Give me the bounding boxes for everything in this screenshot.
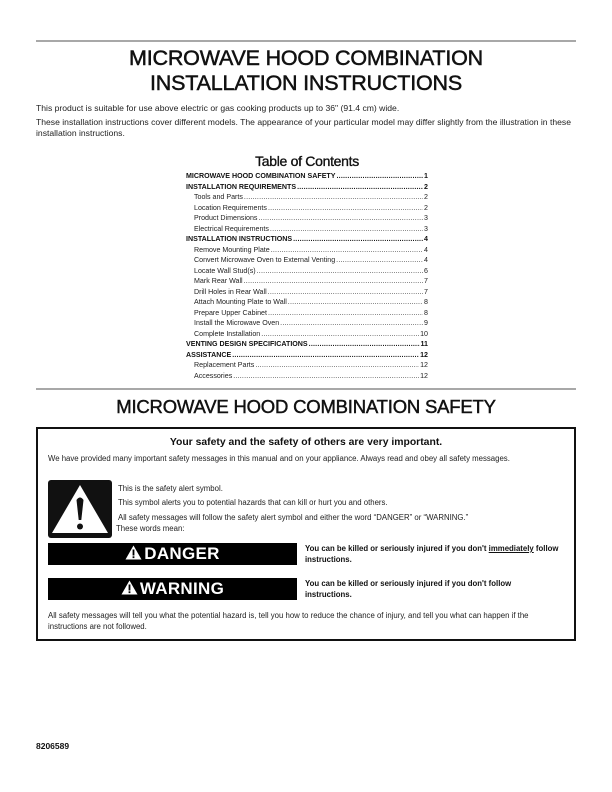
- warning-description: You can be killed or seriously injured if you don't follow instructions.: [305, 579, 512, 599]
- toc-dot-leader: [309, 339, 420, 350]
- toc-entry-label: ASSISTANCE: [186, 350, 232, 359]
- toc-dot-leader: [288, 297, 423, 308]
- toc-entry[interactable]: [186, 308, 428, 319]
- toc-entry-page: 2: [424, 182, 428, 191]
- toc-entry-label: VENTING DESIGN SPECIFICATIONS: [186, 340, 308, 348]
- alert-line-3: All safety messages will follow the safety alert symbol and either the word “DANGER” or “WARNING.”: [118, 513, 469, 522]
- page-title-line-1: MICROWAVE HOOD COMBINATION: [129, 46, 483, 70]
- toc-entry-page: 8: [424, 308, 428, 317]
- toc-entry-label: Replacement Parts: [194, 361, 255, 369]
- toc-entry-label: Accessories: [194, 371, 233, 380]
- toc-heading: Table of Contents: [255, 153, 359, 169]
- toc-entry[interactable]: [186, 171, 428, 182]
- toc-entry[interactable]: [186, 297, 428, 308]
- toc-entry[interactable]: [186, 234, 428, 245]
- toc-dot-leader: [268, 287, 423, 298]
- page-title-line-2: INSTALLATION INSTRUCTIONS: [150, 71, 462, 95]
- toc-dot-leader: [297, 182, 423, 193]
- intro-paragraph-2: These installation instructions cover different models. The appearance of your particular model may differ slightly from the illustration in these installation instructions.: [36, 117, 571, 138]
- toc-entry-label: MICROWAVE HOOD COMBINATION SAFETY: [186, 172, 336, 180]
- toc-entry-page: 7: [424, 277, 428, 285]
- toc-dot-leader: [244, 192, 423, 203]
- toc-entry-label: Electrical Requirements: [194, 224, 269, 233]
- toc-entry-label: Remove Mounting Plate: [194, 245, 270, 254]
- toc-entry-page: 9: [424, 319, 428, 327]
- toc-entry-label: INSTALLATION INSTRUCTIONS: [186, 235, 293, 243]
- toc-entry-label: Locate Wall Stud(s): [194, 266, 256, 275]
- toc-dot-leader: [337, 171, 424, 182]
- toc-dot-leader: [280, 318, 423, 329]
- toc-entry-label: Install the Microwave Oven: [194, 319, 280, 327]
- alert-line-2: This symbol alerts you to potential hazards that can kill or hurt you and others.: [118, 498, 388, 507]
- toc-dot-leader: [244, 276, 423, 287]
- toc-entry[interactable]: [186, 287, 428, 298]
- document-number: 8206589: [36, 741, 70, 751]
- toc-entry-label: Product Dimensions: [194, 214, 258, 222]
- toc-entry-label: Drill Holes in Rear Wall: [194, 287, 267, 296]
- toc-entry-label: Tools and Parts: [194, 193, 243, 201]
- toc-entry[interactable]: [186, 182, 428, 193]
- danger-description: [305, 543, 570, 565]
- safety-headline: Your safety and the safety of others are very important.: [169, 437, 443, 448]
- safety-alert-triangle-icon: [48, 480, 112, 538]
- toc-dot-leader: [293, 234, 423, 245]
- alert-line-1: This is the safety alert symbol.: [118, 484, 223, 493]
- toc-dot-leader: [270, 224, 423, 235]
- toc-entry-page: 12: [420, 361, 428, 369]
- toc-dot-leader: [232, 350, 419, 361]
- toc-entry-label: Complete Installation: [194, 329, 261, 338]
- top-rule: [36, 40, 576, 42]
- toc-entry-label: Prepare Upper Cabinet: [194, 308, 267, 317]
- toc-entry-label: Convert Microwave Oven to External Venting: [194, 256, 336, 264]
- toc-entry-page: 12: [420, 350, 428, 359]
- safety-footer: All safety messages will tell you what the potential hazard is, tell you how to reduce the chance of injury, and tell you what can happen if the instructions are not followed.: [48, 611, 529, 631]
- toc-entry-page: 1: [424, 172, 428, 180]
- toc-dot-leader: [255, 360, 419, 371]
- toc-entry-page: 11: [420, 340, 428, 348]
- toc-dot-leader: [271, 245, 423, 256]
- danger-label: DANGER: [144, 544, 220, 563]
- toc-dot-leader: [258, 213, 423, 224]
- toc-entry[interactable]: [186, 318, 428, 329]
- table-of-contents: [186, 171, 428, 381]
- toc-entry-label: Attach Mounting Plate to Wall: [194, 298, 287, 306]
- toc-entry[interactable]: [186, 360, 428, 371]
- danger-desc-end: follow instructions.: [305, 544, 559, 564]
- toc-entry-label: Location Requirements: [194, 203, 267, 212]
- toc-entry[interactable]: [186, 192, 428, 203]
- toc-entry-label: INSTALLATION REQUIREMENTS: [186, 182, 297, 191]
- toc-entry-page: 3: [424, 214, 428, 222]
- toc-dot-leader: [268, 308, 423, 319]
- toc-entry-page: 8: [424, 298, 428, 306]
- warning-triangle-icon: [125, 544, 142, 566]
- toc-dot-leader: [233, 371, 419, 382]
- toc-entry[interactable]: [186, 371, 428, 382]
- intro-paragraph-1: This product is suitable for use above electric or gas cooking products up to 36" (91.4 cm) wide.: [36, 103, 400, 113]
- danger-desc-emphasis: immediately: [488, 544, 534, 553]
- toc-entry[interactable]: [186, 224, 428, 235]
- toc-entry[interactable]: [186, 350, 428, 361]
- page-title: [36, 46, 576, 96]
- toc-entry-page: 10: [420, 329, 428, 338]
- safety-intro: We have provided many important safety messages in this manual and on your appliance. Always read and obey all safety messages.: [48, 454, 510, 463]
- toc-entry[interactable]: [186, 329, 428, 340]
- toc-entry-page: 4: [424, 235, 428, 243]
- safety-section-title: MICROWAVE HOOD COMBINATION SAFETY: [116, 396, 496, 417]
- toc-dot-leader: [257, 266, 423, 277]
- toc-dot-leader: [336, 255, 423, 266]
- warning-signal-bar: [48, 578, 297, 600]
- toc-entry[interactable]: [186, 203, 428, 214]
- warning-triangle-icon: [121, 579, 138, 601]
- danger-desc-start: You can be killed or seriously injured if you don't: [305, 544, 489, 553]
- toc-entry[interactable]: [186, 245, 428, 256]
- toc-entry-page: 4: [424, 245, 428, 254]
- warning-label: WARNING: [139, 579, 225, 598]
- toc-entry[interactable]: [186, 276, 428, 287]
- toc-entry[interactable]: [186, 266, 428, 277]
- toc-entry[interactable]: [186, 213, 428, 224]
- toc-entry-label: Mark Rear Wall: [194, 277, 243, 285]
- safety-box: [36, 427, 576, 641]
- alert-line-4: These words mean:: [116, 524, 185, 533]
- toc-entry-page: 12: [420, 371, 428, 380]
- toc-dot-leader: [268, 203, 423, 214]
- toc-entry-page: 3: [424, 224, 428, 233]
- toc-entry-page: 7: [424, 287, 428, 296]
- toc-entry-page: 2: [424, 203, 428, 212]
- danger-signal-bar: [48, 543, 297, 565]
- toc-entry[interactable]: [186, 255, 428, 266]
- safety-section-rule: [36, 388, 576, 390]
- toc-entry-page: 6: [424, 266, 428, 275]
- toc-entry[interactable]: [186, 339, 428, 350]
- toc-entry-page: 4: [424, 256, 428, 264]
- toc-entry-page: 2: [424, 193, 428, 201]
- toc-dot-leader: [261, 329, 419, 340]
